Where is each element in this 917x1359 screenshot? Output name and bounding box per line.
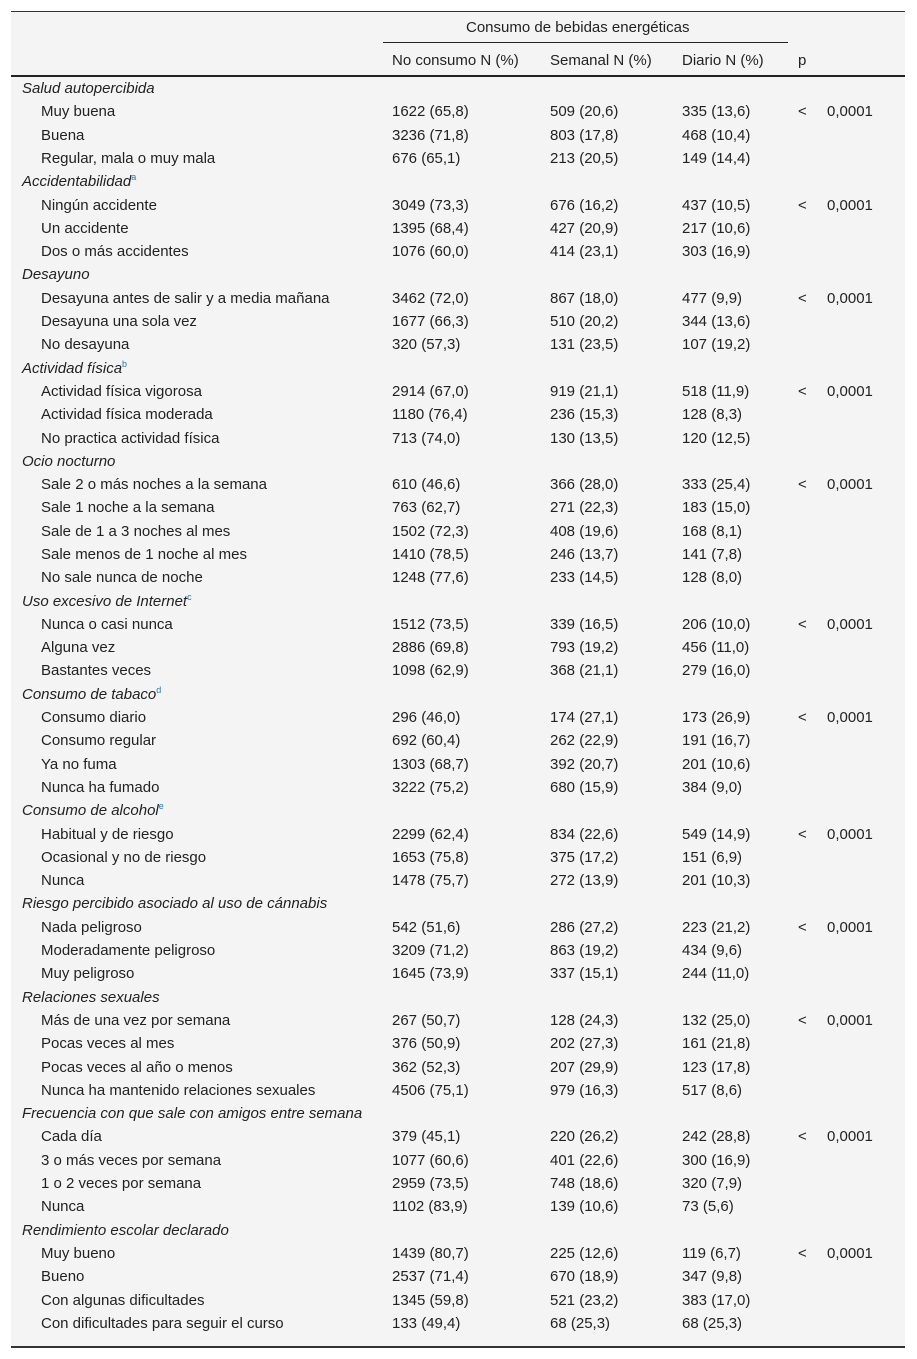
row-label: No practica actividad física bbox=[41, 430, 220, 447]
section-title: Consumo de tabaco bbox=[22, 686, 157, 703]
row-label: Bastantes veces bbox=[41, 662, 152, 679]
p-value-sign: < bbox=[798, 383, 807, 400]
section-title: Relaciones sexuales bbox=[22, 989, 160, 1006]
row-label: Muy peligroso bbox=[41, 965, 135, 982]
cell-no-consumo: 2959 (73,5) bbox=[392, 1175, 469, 1192]
p-value: 0,0001 bbox=[827, 103, 873, 120]
cell-no-consumo: 4506 (75,1) bbox=[392, 1082, 469, 1099]
cell-diario: 132 (25,0) bbox=[682, 1012, 751, 1029]
cell-diario: 191 (16,7) bbox=[682, 732, 751, 749]
p-value: 0,0001 bbox=[827, 1245, 873, 1262]
cell-diario: 201 (10,3) bbox=[682, 872, 751, 889]
cell-no-consumo: 713 (74,0) bbox=[392, 430, 461, 447]
column-header-p: p bbox=[798, 52, 807, 69]
cell-semanal: 919 (21,1) bbox=[550, 383, 619, 400]
cell-no-consumo: 296 (46,0) bbox=[392, 709, 461, 726]
cell-semanal: 414 (23,1) bbox=[550, 243, 619, 260]
cell-semanal: 401 (22,6) bbox=[550, 1152, 619, 1169]
row-label: Habitual y de riesgo bbox=[41, 826, 174, 843]
row-label: 3 o más veces por semana bbox=[41, 1152, 222, 1169]
p-value-sign: < bbox=[798, 1012, 807, 1029]
table-bottom-rule bbox=[11, 1346, 905, 1348]
p-value: 0,0001 bbox=[827, 709, 873, 726]
cell-semanal: 139 (10,6) bbox=[550, 1198, 619, 1215]
section-heading bbox=[22, 593, 192, 611]
cell-diario: 347 (9,8) bbox=[682, 1268, 743, 1285]
cell-no-consumo: 1502 (72,3) bbox=[392, 523, 469, 540]
p-value: 0,0001 bbox=[827, 197, 873, 214]
footnote-marker: a bbox=[131, 172, 137, 182]
row-label: Dos o más accidentes bbox=[41, 243, 189, 260]
cell-diario: 518 (11,9) bbox=[682, 383, 750, 400]
cell-no-consumo: 676 (65,1) bbox=[392, 150, 461, 167]
cell-diario: 384 (9,0) bbox=[682, 779, 743, 796]
section-heading bbox=[22, 989, 160, 1007]
p-value: 0,0001 bbox=[827, 383, 873, 400]
cell-diario: 206 (10,0) bbox=[682, 616, 751, 633]
row-label: Muy buena bbox=[41, 103, 116, 120]
cell-no-consumo: 2299 (62,4) bbox=[392, 826, 469, 843]
cell-no-consumo: 610 (46,6) bbox=[392, 476, 461, 493]
p-value-sign: < bbox=[798, 290, 807, 307]
cell-no-consumo: 1410 (78,5) bbox=[392, 546, 469, 563]
cell-semanal: 128 (24,3) bbox=[550, 1012, 619, 1029]
p-value: 0,0001 bbox=[827, 919, 873, 936]
row-label: Nada peligroso bbox=[41, 919, 142, 936]
table-top-rule bbox=[11, 11, 905, 12]
cell-semanal: 392 (20,7) bbox=[550, 756, 619, 773]
cell-no-consumo: 1439 (80,7) bbox=[392, 1245, 469, 1262]
cell-diario: 151 (6,9) bbox=[682, 849, 743, 866]
cell-semanal: 286 (27,2) bbox=[550, 919, 619, 936]
p-value: 0,0001 bbox=[827, 476, 873, 493]
cell-diario: 434 (9,6) bbox=[682, 942, 743, 959]
section-title: Frecuencia con que sale con amigos entre semana bbox=[22, 1105, 363, 1122]
cell-no-consumo: 1645 (73,9) bbox=[392, 965, 469, 982]
row-label: Nunca ha mantenido relaciones sexuales bbox=[41, 1082, 316, 1099]
row-label: Buena bbox=[41, 127, 85, 144]
cell-no-consumo: 763 (62,7) bbox=[392, 499, 461, 516]
row-label: Ya no fuma bbox=[41, 756, 117, 773]
p-value-sign: < bbox=[798, 1128, 807, 1145]
section-heading bbox=[22, 1105, 362, 1123]
row-label: Cada día bbox=[41, 1128, 102, 1145]
cell-no-consumo: 1098 (62,9) bbox=[392, 662, 469, 679]
row-label: Nunca ha fumado bbox=[41, 779, 160, 796]
cell-semanal: 793 (19,2) bbox=[550, 639, 619, 656]
cell-no-consumo: 1303 (68,7) bbox=[392, 756, 469, 773]
cell-diario: 468 (10,4) bbox=[682, 127, 751, 144]
cell-no-consumo: 3462 (72,0) bbox=[392, 290, 469, 307]
row-label: No desayuna bbox=[41, 336, 130, 353]
cell-diario: 161 (21,8) bbox=[682, 1035, 751, 1052]
cell-semanal: 271 (22,3) bbox=[550, 499, 619, 516]
p-value-sign: < bbox=[798, 1245, 807, 1262]
row-label: Sale 2 o más noches a la semana bbox=[41, 476, 267, 493]
row-label: Desayuna antes de salir y a media mañana bbox=[41, 290, 330, 307]
cell-no-consumo: 1677 (66,3) bbox=[392, 313, 469, 330]
cell-semanal: 670 (18,9) bbox=[550, 1268, 619, 1285]
cell-semanal: 979 (16,3) bbox=[550, 1082, 619, 1099]
cell-diario: 242 (28,8) bbox=[682, 1128, 751, 1145]
cell-semanal: 220 (26,2) bbox=[550, 1128, 619, 1145]
cell-no-consumo: 3222 (75,2) bbox=[392, 779, 469, 796]
cell-diario: 477 (9,9) bbox=[682, 290, 743, 307]
row-label: Sale 1 noche a la semana bbox=[41, 499, 215, 516]
cell-no-consumo: 2537 (71,4) bbox=[392, 1268, 469, 1285]
cell-semanal: 366 (28,0) bbox=[550, 476, 619, 493]
cell-diario: 300 (16,9) bbox=[682, 1152, 751, 1169]
cell-diario: 107 (19,2) bbox=[682, 336, 751, 353]
cell-no-consumo: 2914 (67,0) bbox=[392, 383, 469, 400]
row-label: No sale nunca de noche bbox=[41, 569, 203, 586]
cell-no-consumo: 376 (50,9) bbox=[392, 1035, 461, 1052]
p-value-sign: < bbox=[798, 476, 807, 493]
section-title: Rendimiento escolar declarado bbox=[22, 1222, 229, 1239]
cell-diario: 123 (17,8) bbox=[682, 1059, 751, 1076]
cell-diario: 383 (17,0) bbox=[682, 1292, 751, 1309]
cell-semanal: 680 (15,9) bbox=[550, 779, 619, 796]
cell-semanal: 213 (20,5) bbox=[550, 150, 619, 167]
section-title: Riesgo percibido asociado al uso de cánnabis bbox=[22, 895, 328, 912]
row-label: Alguna vez bbox=[41, 639, 116, 656]
cell-diario: 333 (25,4) bbox=[682, 476, 751, 493]
cell-no-consumo: 3209 (71,2) bbox=[392, 942, 469, 959]
cell-diario: 549 (14,9) bbox=[682, 826, 751, 843]
cell-semanal: 676 (16,2) bbox=[550, 197, 619, 214]
cell-diario: 279 (16,0) bbox=[682, 662, 751, 679]
cell-diario: 149 (14,4) bbox=[682, 150, 751, 167]
row-label: Regular, mala o muy mala bbox=[41, 150, 216, 167]
section-title: Uso excesivo de Internet bbox=[22, 593, 188, 610]
footnote-marker: e bbox=[158, 801, 164, 811]
row-label: Pocas veces al mes bbox=[41, 1035, 175, 1052]
row-label: Consumo regular bbox=[41, 732, 157, 749]
cell-no-consumo: 3049 (73,3) bbox=[392, 197, 469, 214]
section-heading bbox=[22, 173, 136, 191]
footnote-marker: c bbox=[187, 592, 192, 602]
cell-semanal: 68 (25,3) bbox=[550, 1315, 611, 1332]
cell-diario: 335 (13,6) bbox=[682, 103, 751, 120]
section-heading bbox=[22, 360, 127, 378]
row-label: Nunca bbox=[41, 872, 85, 889]
section-heading bbox=[22, 802, 164, 820]
cell-no-consumo: 1077 (60,6) bbox=[392, 1152, 469, 1169]
column-header-no-consumo: No consumo N (%) bbox=[392, 52, 519, 69]
row-label: Nunca o casi nunca bbox=[41, 616, 173, 633]
cell-no-consumo: 362 (52,3) bbox=[392, 1059, 461, 1076]
cell-diario: 217 (10,6) bbox=[682, 220, 751, 237]
cell-semanal: 834 (22,6) bbox=[550, 826, 619, 843]
row-label: Ocasional y no de riesgo bbox=[41, 849, 207, 866]
section-title: Ocio nocturno bbox=[22, 453, 116, 470]
cell-semanal: 748 (18,6) bbox=[550, 1175, 619, 1192]
cell-no-consumo: 1478 (75,7) bbox=[392, 872, 469, 889]
cell-no-consumo: 692 (60,4) bbox=[392, 732, 461, 749]
cell-semanal: 262 (22,9) bbox=[550, 732, 619, 749]
cell-no-consumo: 1076 (60,0) bbox=[392, 243, 469, 260]
cell-diario: 223 (21,2) bbox=[682, 919, 751, 936]
p-value: 0,0001 bbox=[827, 1128, 873, 1145]
row-label: Bueno bbox=[41, 1268, 85, 1285]
cell-semanal: 509 (20,6) bbox=[550, 103, 619, 120]
row-label: Con algunas dificultades bbox=[41, 1292, 205, 1309]
column-header-semanal: Semanal N (%) bbox=[550, 52, 652, 69]
cell-diario: 119 (6,7) bbox=[682, 1245, 741, 1262]
section-heading bbox=[22, 453, 115, 471]
p-value-sign: < bbox=[798, 919, 807, 936]
row-label: Ningún accidente bbox=[41, 197, 157, 214]
section-heading bbox=[22, 895, 327, 913]
section-heading bbox=[22, 686, 161, 704]
section-title: Consumo de alcohol bbox=[22, 802, 159, 819]
cell-semanal: 521 (23,2) bbox=[550, 1292, 619, 1309]
cell-semanal: 427 (20,9) bbox=[550, 220, 619, 237]
cell-no-consumo: 267 (50,7) bbox=[392, 1012, 461, 1029]
p-value: 0,0001 bbox=[827, 826, 873, 843]
cell-no-consumo: 542 (51,6) bbox=[392, 919, 461, 936]
cell-diario: 173 (26,9) bbox=[682, 709, 751, 726]
cell-semanal: 339 (16,5) bbox=[550, 616, 619, 633]
cell-no-consumo: 1653 (75,8) bbox=[392, 849, 469, 866]
cell-semanal: 272 (13,9) bbox=[550, 872, 619, 889]
section-heading bbox=[22, 1222, 229, 1240]
section-title: Salud autopercibida bbox=[22, 80, 155, 97]
cell-diario: 303 (16,9) bbox=[682, 243, 751, 260]
row-label: Muy bueno bbox=[41, 1245, 116, 1262]
cell-semanal: 867 (18,0) bbox=[550, 290, 619, 307]
section-heading bbox=[22, 80, 155, 98]
cell-semanal: 236 (15,3) bbox=[550, 406, 619, 423]
p-value: 0,0001 bbox=[827, 616, 873, 633]
cell-semanal: 408 (19,6) bbox=[550, 523, 619, 540]
cell-no-consumo: 1102 (83,9) bbox=[392, 1198, 468, 1215]
p-value-sign: < bbox=[798, 103, 807, 120]
cell-semanal: 130 (13,5) bbox=[550, 430, 619, 447]
cell-semanal: 202 (27,3) bbox=[550, 1035, 619, 1052]
cell-semanal: 207 (29,9) bbox=[550, 1059, 619, 1076]
cell-no-consumo: 2886 (69,8) bbox=[392, 639, 469, 656]
cell-semanal: 863 (19,2) bbox=[550, 942, 619, 959]
cell-semanal: 803 (17,8) bbox=[550, 127, 619, 144]
footnote-marker: b bbox=[122, 359, 128, 369]
row-label: Sale menos de 1 noche al mes bbox=[41, 546, 247, 563]
cell-diario: 437 (10,5) bbox=[682, 197, 751, 214]
cell-diario: 517 (8,6) bbox=[682, 1082, 743, 1099]
row-label: Con dificultades para seguir el curso bbox=[41, 1315, 284, 1332]
column-group-rule bbox=[383, 42, 788, 43]
cell-no-consumo: 3236 (71,8) bbox=[392, 127, 469, 144]
cell-no-consumo: 1395 (68,4) bbox=[392, 220, 469, 237]
cell-diario: 168 (8,1) bbox=[682, 523, 743, 540]
row-label: 1 o 2 veces por semana bbox=[41, 1175, 202, 1192]
cell-no-consumo: 133 (49,4) bbox=[392, 1315, 461, 1332]
cell-semanal: 337 (15,1) bbox=[550, 965, 619, 982]
cell-diario: 183 (15,0) bbox=[682, 499, 751, 516]
cell-diario: 244 (11,0) bbox=[682, 965, 750, 982]
cell-diario: 120 (12,5) bbox=[682, 430, 751, 447]
p-value: 0,0001 bbox=[827, 290, 873, 307]
cell-diario: 141 (7,8) bbox=[682, 546, 743, 563]
cell-no-consumo: 1512 (73,5) bbox=[392, 616, 469, 633]
cell-no-consumo: 1622 (65,8) bbox=[392, 103, 469, 120]
p-value-sign: < bbox=[798, 197, 807, 214]
cell-diario: 456 (11,0) bbox=[682, 639, 750, 656]
cell-diario: 344 (13,6) bbox=[682, 313, 751, 330]
cell-diario: 68 (25,3) bbox=[682, 1315, 743, 1332]
cell-diario: 201 (10,6) bbox=[682, 756, 751, 773]
cell-no-consumo: 320 (57,3) bbox=[392, 336, 461, 353]
cell-diario: 128 (8,3) bbox=[682, 406, 743, 423]
p-value-sign: < bbox=[798, 826, 807, 843]
cell-semanal: 246 (13,7) bbox=[550, 546, 619, 563]
column-header-diario: Diario N (%) bbox=[682, 52, 764, 69]
row-label: Desayuna una sola vez bbox=[41, 313, 197, 330]
row-label: Nunca bbox=[41, 1198, 85, 1215]
column-group-title: Consumo de bebidas energéticas bbox=[466, 19, 690, 36]
section-title: Desayuno bbox=[22, 266, 90, 283]
row-label: Pocas veces al año o menos bbox=[41, 1059, 233, 1076]
p-value-sign: < bbox=[798, 616, 807, 633]
cell-semanal: 510 (20,2) bbox=[550, 313, 619, 330]
cell-semanal: 131 (23,5) bbox=[550, 336, 619, 353]
header-bottom-rule bbox=[11, 75, 905, 77]
row-label: Actividad física vigorosa bbox=[41, 383, 202, 400]
cell-no-consumo: 1345 (59,8) bbox=[392, 1292, 469, 1309]
section-heading bbox=[22, 266, 90, 284]
section-title: Accidentabilidad bbox=[22, 173, 132, 190]
row-label: Sale de 1 a 3 noches al mes bbox=[41, 523, 231, 540]
cell-diario: 73 (5,6) bbox=[682, 1198, 734, 1215]
row-label: Más de una vez por semana bbox=[41, 1012, 231, 1029]
cell-semanal: 233 (14,5) bbox=[550, 569, 619, 586]
p-value-sign: < bbox=[798, 709, 807, 726]
cell-diario: 128 (8,0) bbox=[682, 569, 743, 586]
row-label: Consumo diario bbox=[41, 709, 147, 726]
row-label: Actividad física moderada bbox=[41, 406, 213, 423]
cell-diario: 320 (7,9) bbox=[682, 1175, 743, 1192]
footnote-marker: d bbox=[156, 685, 162, 695]
p-value: 0,0001 bbox=[827, 1012, 873, 1029]
cell-no-consumo: 379 (45,1) bbox=[392, 1128, 461, 1145]
row-label: Un accidente bbox=[41, 220, 129, 237]
cell-semanal: 174 (27,1) bbox=[550, 709, 619, 726]
section-title: Actividad física bbox=[22, 360, 123, 377]
cell-semanal: 225 (12,6) bbox=[550, 1245, 619, 1262]
cell-no-consumo: 1180 (76,4) bbox=[392, 406, 468, 423]
row-label: Moderadamente peligroso bbox=[41, 942, 216, 959]
cell-semanal: 368 (21,1) bbox=[550, 662, 619, 679]
cell-semanal: 375 (17,2) bbox=[550, 849, 619, 866]
cell-no-consumo: 1248 (77,6) bbox=[392, 569, 469, 586]
